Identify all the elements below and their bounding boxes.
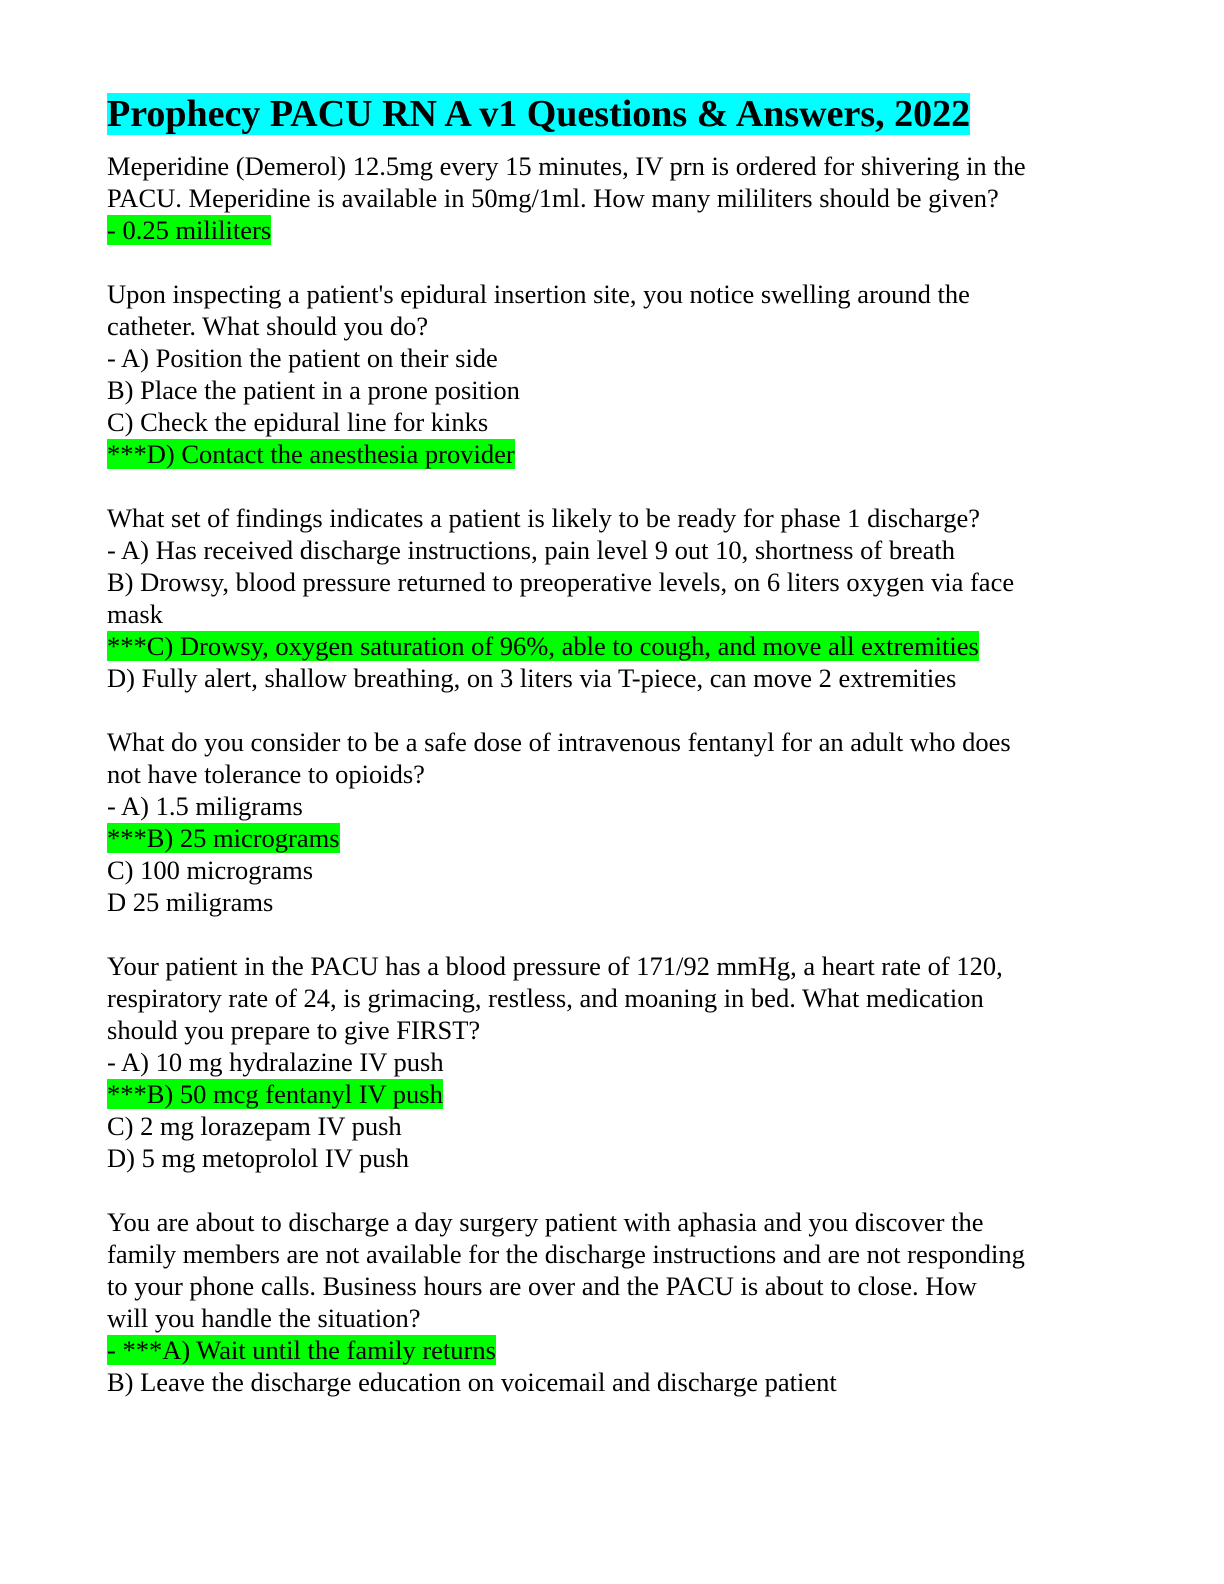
answer-option-line: [107, 566, 1107, 598]
question-text-line: respiratory rate of 24, is grimacing, restless, and moaning in bed. What medication: [107, 983, 984, 1013]
answer-option-line: [107, 374, 1107, 406]
answer-text: C) 100 micrograms: [107, 855, 314, 885]
correct-answer-line: [107, 1078, 1107, 1110]
answer-highlight: ***B) 25 micrograms: [107, 823, 340, 853]
question-text-line: PACU. Meperidine is available in 50mg/1ml. How many mililiters should be given?: [107, 183, 999, 213]
question-block: [107, 150, 1107, 246]
question-block: [107, 950, 1107, 1174]
answer-text: B) Place the patient in a prone position: [107, 375, 520, 405]
question-text-line: What do you consider to be a safe dose of intravenous fentanyl for an adult who does: [107, 727, 1011, 757]
answer-text: D) 5 mg metoprolol IV push: [107, 1143, 410, 1173]
answer-text: C) Check the epidural line for kinks: [107, 407, 489, 437]
answer-highlight: ***C) Drowsy, oxygen saturation of 96%, able to cough, and move all extremities: [107, 631, 979, 661]
correct-answer-line: [107, 1334, 1107, 1366]
question-block: [107, 726, 1107, 918]
answer-text: B) Drowsy, blood pressure returned to preoperative levels, on 6 liters oxygen via face: [107, 567, 1015, 597]
title-highlight: Prophecy PACU RN A v1 Questions & Answers, 2022: [107, 93, 971, 135]
document-title: [107, 88, 1107, 140]
answer-option-line: [107, 1142, 1107, 1174]
answer-option-line: [107, 598, 1107, 630]
answer-option-line: [107, 534, 1107, 566]
answer-text: D 25 miligrams: [107, 887, 274, 917]
question-text-line: to your phone calls. Business hours are over and the PACU is about to close. How: [107, 1271, 977, 1301]
question-text-line: will you handle the situation?: [107, 1303, 421, 1333]
correct-answer-line: [107, 630, 1107, 662]
answer-text: - A) 1.5 miligrams: [107, 791, 303, 821]
answer-option-line: [107, 662, 1107, 694]
question-text-line: should you prepare to give FIRST?: [107, 1015, 481, 1045]
answer-highlight: - 0.25 mililiters: [107, 215, 272, 245]
answer-option-line: [107, 1046, 1107, 1078]
correct-answer-line: [107, 438, 1107, 470]
answer-option-line: [107, 342, 1107, 374]
question-block: [107, 1206, 1107, 1398]
question-block: [107, 502, 1107, 694]
question-text-line: Meperidine (Demerol) 12.5mg every 15 minutes, IV prn is ordered for shivering in the: [107, 151, 1026, 181]
question-text-line: Upon inspecting a patient's epidural insertion site, you notice swelling around the: [107, 279, 970, 309]
question-text-line: You are about to discharge a day surgery patient with aphasia and you discover the: [107, 1207, 984, 1237]
document-page: [107, 88, 1107, 1430]
answer-highlight: ***D) Contact the anesthesia provider: [107, 439, 515, 469]
answer-text: B) Leave the discharge education on voicemail and discharge patient: [107, 1367, 837, 1397]
answer-option-line: [107, 406, 1107, 438]
answer-text: - A) 10 mg hydralazine IV push: [107, 1047, 444, 1077]
answer-option-line: [107, 886, 1107, 918]
answer-highlight: - ***A) Wait until the family returns: [107, 1335, 496, 1365]
question-text-line: What set of findings indicates a patient is likely to be ready for phase 1 discharge?: [107, 503, 980, 533]
answer-text: - A) Position the patient on their side: [107, 343, 498, 373]
question-text-line: catheter. What should you do?: [107, 311, 429, 341]
answer-option-line: [107, 1366, 1107, 1398]
question-list: [107, 150, 1107, 1398]
answer-text: D) Fully alert, shallow breathing, on 3 liters via T-piece, can move 2 extremities: [107, 663, 957, 693]
question-text-line: Your patient in the PACU has a blood pressure of 171/92 mmHg, a heart rate of 120,: [107, 951, 1003, 981]
answer-option-line: [107, 1110, 1107, 1142]
answer-text: C) 2 mg lorazepam IV push: [107, 1111, 402, 1141]
answer-text: - A) Has received discharge instructions, pain level 9 out 10, shortness of breath: [107, 535, 956, 565]
answer-option-line: [107, 854, 1107, 886]
question-block: [107, 278, 1107, 470]
answer-highlight: ***B) 50 mcg fentanyl IV push: [107, 1079, 443, 1109]
answer-option-line: [107, 790, 1107, 822]
question-text-line: not have tolerance to opioids?: [107, 759, 425, 789]
correct-answer-line: [107, 214, 1107, 246]
question-text-line: family members are not available for the discharge instructions and are not responding: [107, 1239, 1025, 1269]
answer-text: mask: [107, 599, 163, 629]
correct-answer-line: [107, 822, 1107, 854]
